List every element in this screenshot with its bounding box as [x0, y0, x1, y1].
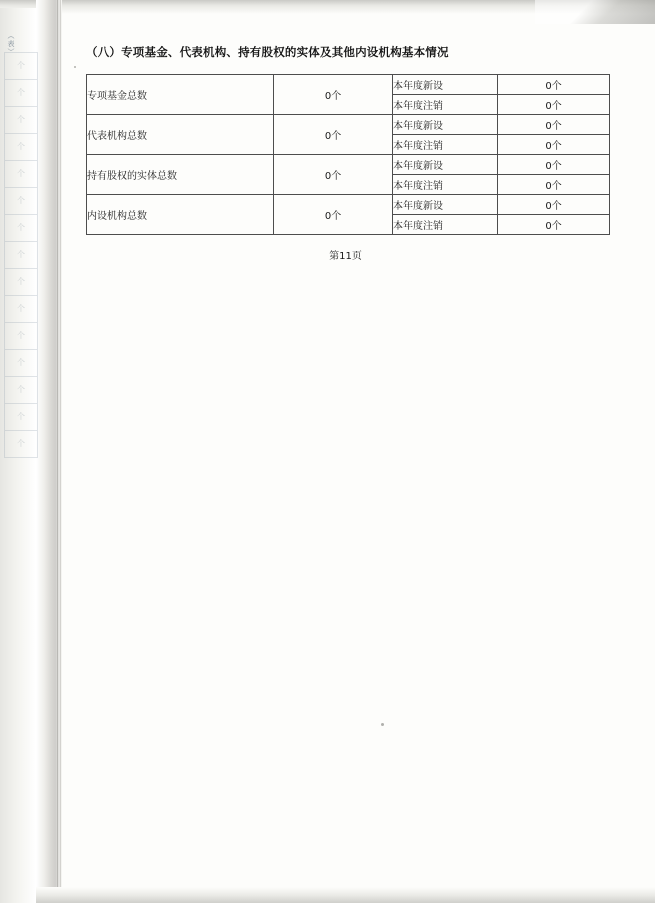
sub-row-label: 本年度新设: [393, 155, 498, 175]
bleed-row: 个: [4, 350, 38, 377]
page-title: （八）专项基金、代表机构、持有股权的实体及其他内设机构基本情况: [86, 45, 449, 59]
row-label: 专项基金总数: [87, 75, 274, 115]
row-total-value: 0: [324, 171, 332, 182]
bleed-row: 个: [4, 161, 38, 188]
bleed-row: 个: [4, 80, 38, 107]
sub-row-number: 0: [545, 181, 552, 192]
bleed-through-table: [4, 52, 38, 462]
row-total-unit: 个: [331, 211, 342, 222]
sub-row-unit: 个: [551, 121, 562, 132]
sub-row-value: [498, 135, 610, 155]
bleed-row: 个: [4, 107, 38, 134]
sub-row-label: 本年度注销: [393, 135, 498, 155]
sub-row-unit: 个: [551, 141, 562, 152]
sub-row-number: 0: [545, 201, 552, 212]
bleed-row: 个: [4, 188, 38, 215]
row-total: [274, 155, 393, 195]
row-total-value: 0: [324, 131, 332, 142]
page-number: 第11页: [329, 251, 362, 262]
sub-row-unit: 个: [551, 201, 562, 212]
row-total: [274, 75, 393, 115]
sub-row-value: [498, 115, 610, 135]
row-total-value: 0: [324, 211, 332, 222]
table-row: [87, 195, 610, 215]
scan-corner-fold: [535, 0, 655, 24]
sub-row-label: 本年度注销: [393, 215, 498, 235]
sub-row-unit: 个: [551, 101, 562, 112]
sub-row-unit: 个: [551, 181, 562, 192]
row-total: [274, 115, 393, 155]
scan-speck: [74, 66, 76, 68]
sub-row-number: 0: [545, 81, 552, 92]
sub-row-number: 0: [545, 101, 552, 112]
sub-row-value: [498, 95, 610, 115]
sub-row-value: [498, 195, 610, 215]
sub-row-number: 0: [545, 121, 552, 132]
sub-row-value: [498, 155, 610, 175]
page-bottom-edge: [36, 887, 655, 903]
sub-row-value: [498, 175, 610, 195]
row-total-unit: 个: [331, 131, 342, 142]
sub-row-number: 0: [545, 141, 552, 152]
bleed-row: 个: [4, 377, 38, 404]
book-spine-curve: [36, 0, 62, 903]
row-label: 内设机构总数: [87, 195, 274, 235]
bleed-row: 个: [4, 134, 38, 161]
sub-row-label: 本年度新设: [393, 195, 498, 215]
bleed-row: 个: [4, 431, 38, 458]
row-total-unit: 个: [331, 171, 342, 182]
bleed-row: 个: [4, 296, 38, 323]
table-row: [87, 155, 610, 175]
bleed-row: 个: [4, 404, 38, 431]
page-edge-line-inner: [57, 0, 58, 903]
page-edge-line-outer: [60, 0, 61, 903]
sub-row-unit: 个: [551, 81, 562, 92]
statistics-table: [86, 74, 610, 235]
row-label: 代表机构总数: [87, 115, 274, 155]
table-row: [87, 75, 610, 95]
sub-row-value: [498, 75, 610, 95]
bleed-row: 个: [4, 323, 38, 350]
table-row: [87, 115, 610, 135]
bleed-row: 个: [4, 242, 38, 269]
bleed-row: 个: [4, 215, 38, 242]
bleed-row: 个: [4, 52, 38, 80]
row-label: 持有股权的实体总数: [87, 155, 274, 195]
row-total-unit: 个: [331, 91, 342, 102]
bleed-margin-note: （表）: [7, 32, 15, 56]
sub-row-label: 本年度新设: [393, 115, 498, 135]
sub-row-label: 本年度注销: [393, 175, 498, 195]
row-total: [274, 195, 393, 235]
sub-row-number: 0: [545, 221, 552, 232]
sub-row-label: 本年度注销: [393, 95, 498, 115]
document-body: [86, 44, 606, 262]
row-total-value: 0: [324, 91, 332, 102]
sub-row-number: 0: [545, 161, 552, 172]
sub-row-label: 本年度新设: [393, 75, 498, 95]
sub-row-value: [498, 215, 610, 235]
scan-speck: [381, 723, 384, 726]
bleed-row: 个: [4, 269, 38, 296]
sub-row-unit: 个: [551, 221, 562, 232]
sub-row-unit: 个: [551, 161, 562, 172]
